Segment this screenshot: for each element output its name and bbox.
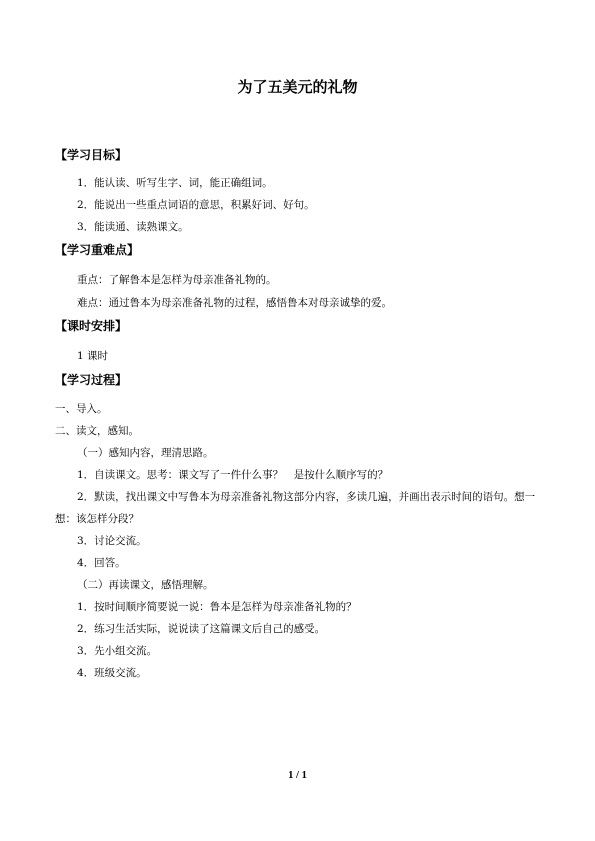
process-sub-2-item-1: 1．按时间顺序简要说一说：鲁本是怎样为母亲准备礼物的？ (77, 601, 357, 613)
objective-item-3: 3．能读通、读熟课文。 (77, 221, 189, 233)
process-sub-2-item-3: 3．先小组交流。 (77, 645, 158, 657)
section-heading-objectives: 【学习目标】 (55, 148, 128, 162)
process-sub-1-item-1: 1．自读课文。思考：课文写了一件什么事？ 是按什么顺序写的？ (77, 469, 389, 481)
section-heading-process: 【学习过程】 (55, 373, 128, 387)
objective-item-2: 2．能说出一些重点词语的意思，积累好词、好句。 (77, 199, 315, 211)
schedule-text: 1 课时 (77, 350, 109, 362)
page-title: 为了五美元的礼物 (237, 78, 358, 96)
process-sub-2-item-2: 2．练习生活实际，说说读了这篇课文后自己的感受。 (77, 623, 326, 635)
process-part-2: 二、读文，感知。 (55, 425, 139, 437)
process-sub-1-item-2: 2．默读，找出课文中写鲁本为母亲准备礼物这部分内容，多读几遍，并画出表示时间的语句。想一想：该怎样分段？ (55, 491, 536, 525)
key-point-focus: 重点：了解鲁本是怎样为母亲准备礼物的。 (77, 274, 277, 286)
page-number: 1 / 1 (288, 770, 307, 781)
key-point-difficulty: 难点：通过鲁本为母亲准备礼物的过程，感悟鲁本对母亲诚挚的爱。 (77, 297, 392, 309)
section-heading-key-points: 【学习重难点】 (55, 243, 140, 257)
process-sub-1-item-4: 4．回答。 (77, 557, 126, 569)
section-heading-schedule: 【课时安排】 (55, 319, 128, 333)
objective-item-1: 1．能认读、听写生字、词，能正确组词。 (77, 177, 273, 189)
process-part-1: 一、导入。 (55, 403, 108, 415)
process-sub-2-item-4: 4．班级交流。 (77, 667, 147, 679)
process-sub-2: （二）再读课文，感悟理解。 (77, 579, 214, 591)
process-sub-1-item-3: 3．讨论交流。 (77, 535, 147, 547)
process-sub-1: （一）感知内容，理清思路。 (77, 447, 214, 459)
